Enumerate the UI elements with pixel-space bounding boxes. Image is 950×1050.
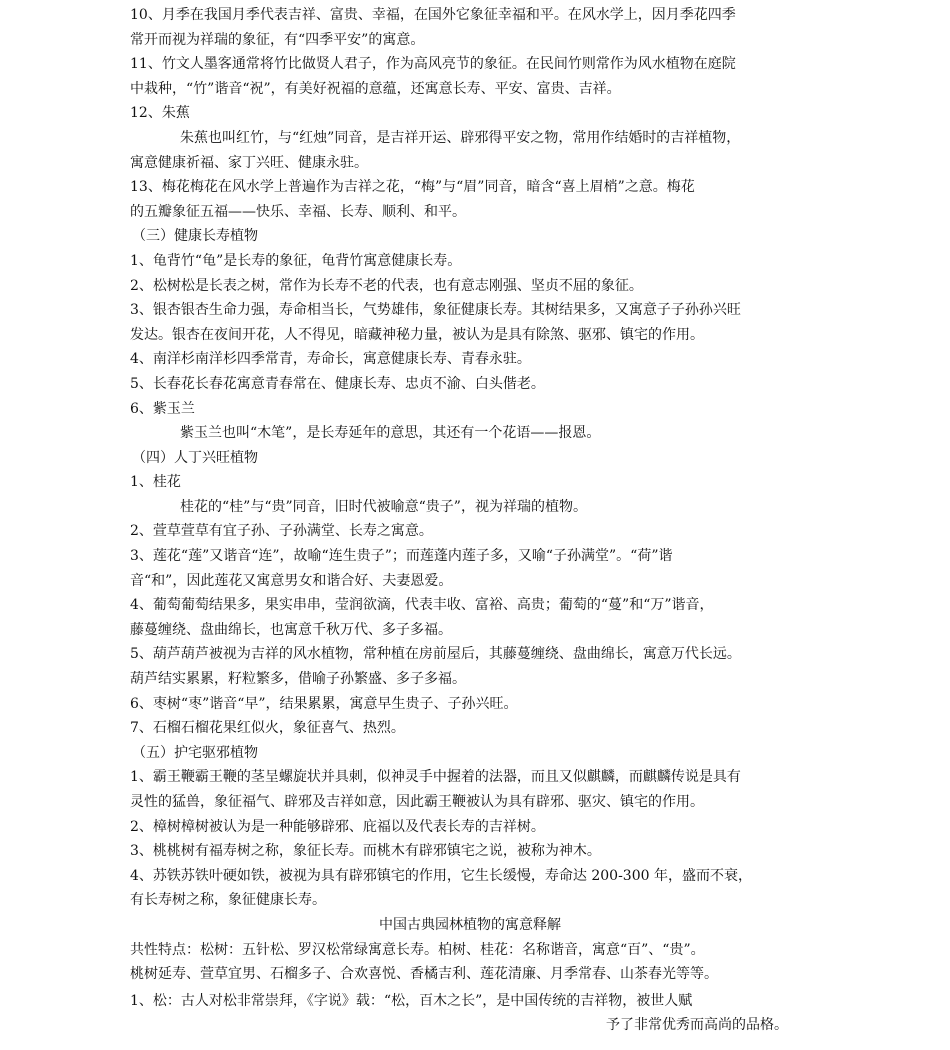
section-heading: （五）护宅驱邪植物 [132,744,258,761]
text-line: 1、龟背竹“龟”是长寿的象征，龟背竹寓意健康长寿。 [130,252,462,269]
text-line: 紫玉兰也叫“木笔”，是长寿延年的意思，其还有一个花语——报恩。 [180,425,601,442]
section-heading: （四）人丁兴旺植物 [132,449,258,466]
item-heading: 1、桂花 [130,474,181,491]
text-line: 予了非常优秀而高尚的品格。 [606,1017,788,1034]
text-line: 葫芦结实累累，籽粒繁多，借喻子孙繁盛、多子多福。 [130,671,466,688]
text-line: 4、南洋杉南洋杉四季常青，寿命长，寓意健康长寿、青春永驻。 [130,351,531,368]
text-line: 2、松树松是长表之树，常作为长寿不老的代表，也有意志刚强、坚贞不屈的象征。 [130,277,643,294]
text-line: 中栽种，“竹”谐音“祝”，有美好祝福的意蕴，还寓意长寿、平安、富贵、吉祥。 [130,80,621,97]
text-line: 5、葫芦葫芦被视为吉祥的风水植物，常种植在房前屋后，其藤蔓缠绕、盘曲绵长，寓意万代长远。 [130,646,741,663]
text-line: 寓意健康祈福、家丁兴旺、健康永驻。 [130,154,368,171]
text-line: 13、梅花梅花在风水学上普遍作为吉祥之花，“梅”与“眉”同音，暗含“喜上眉梢”之意。梅花 [130,179,695,196]
document-page [130,0,830,1038]
text-line: 朱蕉也叫红竹，与“红烛”同音，是吉祥开运、辟邪得平安之物，常用作结婚时的吉祥植物， [180,129,741,146]
text-line: 共性特点：松树：五针松、罗汉松常绿寓意长寿。柏树、桂花：名称谐音，寓意“百”、“贵”。 [130,941,705,958]
text-line: 5、长春花长春花寓意青春常在、健康长寿、忠贞不渝、白头偕老。 [130,375,545,392]
text-line: 2、樟树樟树被认为是一种能够辟邪、庇福以及代表长寿的吉祥树。 [130,818,545,835]
text-line: 常开而视为祥瑞的象征，有“四季平安”的寓意。 [130,31,425,48]
text-line: 1、霸王鞭霸王鞭的茎呈螺旋状并具刺，似神灵手中握着的法器，而且又似麒麟，而麒麟传说是具有 [130,769,741,786]
text-line: 3、桃桃树有福寿树之称，象征长寿。而桃木有辟邪镇宅之说，被称为神木。 [130,843,601,860]
item-heading: 6、紫玉兰 [130,400,195,417]
text-line: 2、萱草萱草有宜子孙、子孙满堂、长寿之寓意。 [130,523,433,540]
text-line: 的五瓣象征五福——快乐、幸福、长寿、顺利、和平。 [130,203,466,220]
text-line: 6、枣树“枣”谐音“早”，结果累累，寓意早生贵子、子孙兴旺。 [130,695,518,712]
item-heading: 12、朱蕉 [130,105,190,122]
text-line: 桃树延寿、萱草宜男、石榴多子、合欢喜悦、香橘吉利、莲花清廉、月季常春、山茶春光等等。 [130,966,718,983]
section-title: 中国古典园林植物的寓意释解 [379,916,561,933]
text-line: 11、竹文人墨客通常将竹比做贤人君子，作为高风亮节的象征。在民间竹则常作为风水植物在庭院 [130,56,736,73]
text-line: 4、葡萄葡萄结果多，果实串串，莹润欲滴，代表丰收、富裕、高贵；葡萄的“蔓”和“万”谐音， [130,597,714,614]
text-line: 4、苏铁苏铁叶硬如铁，被视为具有辟邪镇宅的作用，它生长缓慢，寿命达 200-300 年，盛而不衰， [130,867,752,884]
section-heading: （三）健康长寿植物 [132,228,258,245]
text-line: 发达。银杏在夜间开花，人不得见，暗藏神秘力量，被认为是具有除煞、驱邪、镇宅的作用。 [130,326,704,343]
text-line: 3、银杏银杏生命力强，寿命相当长，气势雄伟，象征健康长寿。其树结果多，又寓意子子孙孙兴旺 [130,302,741,319]
text-line: 音“和”，因此莲花又寓意男女和谐合好、夫妻恩爱。 [130,572,453,589]
text-line: 桂花的“桂”与“贵”同音，旧时代被喻意“贵子”，视为祥瑞的植物。 [180,498,587,515]
text-line: 1、松：古人对松非常崇拜，《字说》载：“松，百木之长”，是中国传统的吉祥物，被世人赋 [130,992,693,1009]
text-line: 有长寿树之称，象征健康长寿。 [130,892,326,909]
text-line: 10、月季在我国月季代表吉祥、富贵、幸福，在国外它象征幸福和平。在风水学上，因月季花四季 [130,7,736,23]
text-line: 灵性的猛兽，象征福气、辟邪及吉祥如意，因此霸王鞭被认为具有辟邪、驱灾、镇宅的作用。 [130,794,704,810]
text-line: 7、石榴石榴花果红似火，象征喜气、热烈。 [130,720,405,737]
text-line: 藤蔓缠绕、盘曲绵长，也寓意千秋万代、多子多福。 [130,621,452,638]
text-line: 3、莲花“莲”又谐音“连”，故喻“连生贵子”；而莲蓬内莲子多，又喻“子孙满堂”。“荷”谐 [130,548,673,565]
